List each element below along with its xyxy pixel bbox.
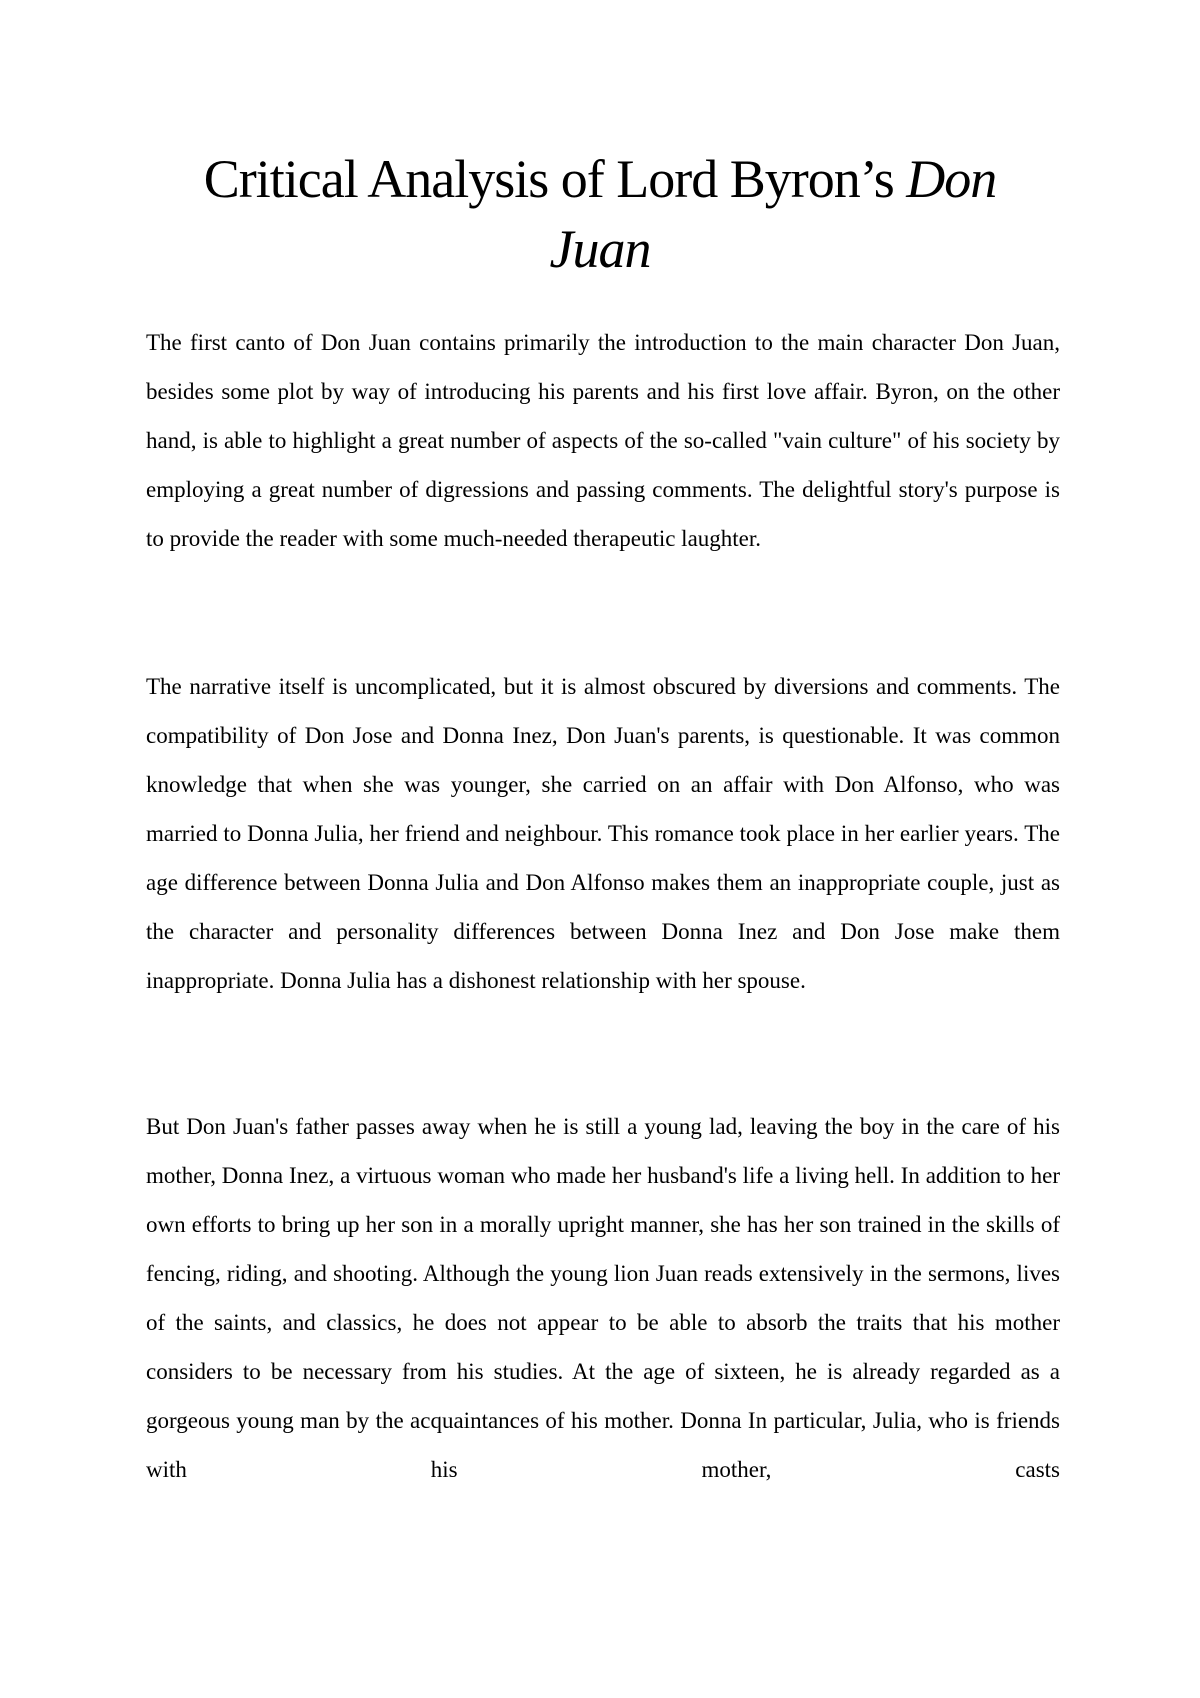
body-paragraph-1: The first canto of Don Juan contains primarily the introduction to the main character Don Juan, besides some plot by way of introducing his parents and his first love affair. Byron, on the other hand, is able to highlight a great number of aspects of the so-called "vain culture" of his society by employing a great number of digressions and passing comments. The delightful story's purpose is to provide the reader with some much-needed therapeutic laughter. bbox=[146, 330, 1060, 551]
body-paragraph-3: But Don Juan's father passes away when he is still a young lad, leaving the boy in the care of his mother, Donna Inez, a virtuous woman who made her husband's life a living hell. In addition to her own efforts to bring up her son in a morally upright manner, she has her son trained in the skills of fencing, riding, and shooting. Although the young lion Juan reads extensively in the sermons, lives of the saints, and classics, he does not appear to be able to absorb the traits that his mother considers to be necessary from his studies. At the age of sixteen, he is already regarded as a gorgeous young man by the acquaintances of his mother. Donna In particular, Julia, who is friends with his mother, casts bbox=[146, 1114, 1060, 1482]
title-italic-text: Don Juan bbox=[549, 149, 997, 279]
document-title bbox=[150, 144, 1050, 284]
body-paragraph-2: The narrative itself is uncomplicated, but it is almost obscured by diversions and comments. The compatibility of Don Jose and Donna Inez, Don Juan's parents, is questionable. It was common knowledge that when she was younger, she carried on an affair with Don Alfonso, who was married to Donna Julia, her friend and neighbour. This romance took place in her earlier years. The age difference between Donna Julia and Don Alfonso makes them an inappropriate couple, just as the character and personality differences between Donna Inez and Don Jose make them inappropriate. Donna Julia has a dishonest relationship with her spouse. bbox=[146, 674, 1060, 993]
title-main-text: Critical Analysis of Lord Byron’s bbox=[203, 149, 907, 209]
